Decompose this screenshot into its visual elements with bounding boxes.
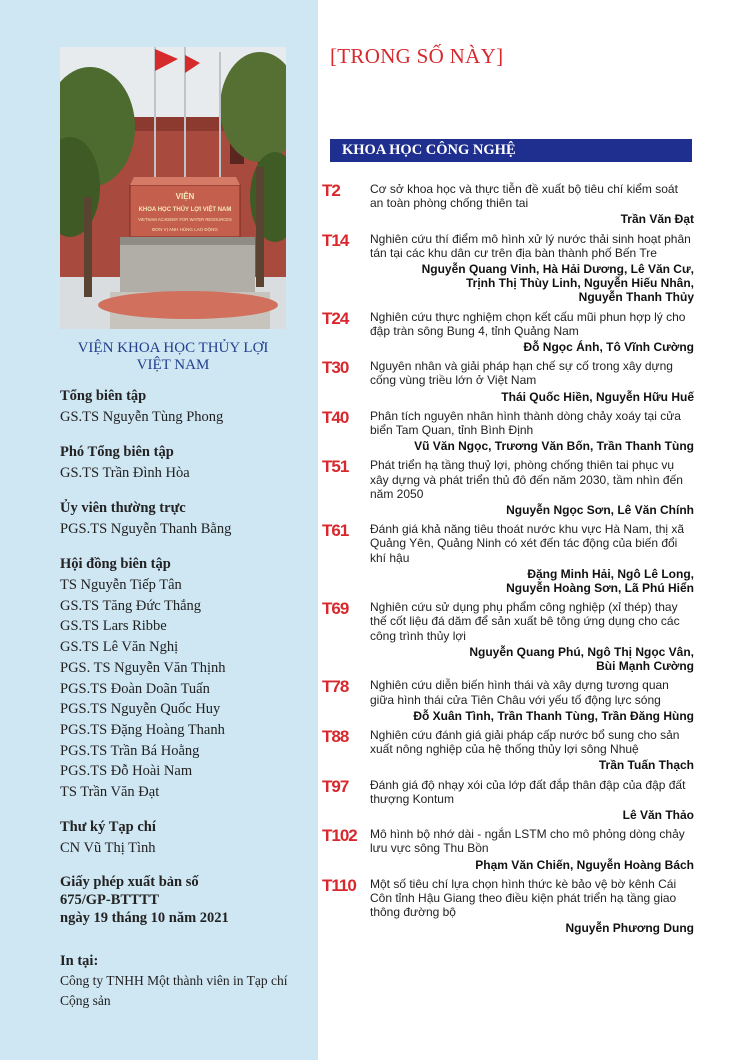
toc-entry[interactable] bbox=[322, 182, 694, 227]
toc-page-number: T88 bbox=[322, 726, 349, 746]
toc-authors: Vũ Văn Ngọc, Trương Văn Bốn, Trần Thanh Tùng bbox=[414, 439, 694, 454]
section-header bbox=[330, 139, 692, 162]
board-member: GS.TS Lars Ribbe bbox=[60, 618, 167, 635]
deputy-editor-label: Phó Tổng biên tập bbox=[60, 444, 174, 460]
toc-authors: Nguyễn Phương Dung bbox=[565, 921, 694, 936]
sign-text-english: VIETNAM ACADEMY FOR WATER RESOURCES bbox=[138, 217, 232, 222]
toc-entry[interactable] bbox=[322, 359, 694, 404]
toc-authors: Trịnh Thị Thùy Linh, Nguyễn Hiếu Nhân, bbox=[466, 276, 694, 291]
board-member: TS Nguyễn Tiếp Tân bbox=[60, 577, 182, 593]
license-line: ngày 19 tháng 10 năm 2021 bbox=[60, 909, 229, 926]
toc-authors: Nguyễn Thanh Thủy bbox=[578, 290, 694, 305]
toc-article-title: Nghiên cứu sử dụng phụ phẩm công nghiệp (xỉ thép) thay thế cốt liệu đá dăm để sản xuất bê tông ứng dụng cho các công trình thủy lợi bbox=[370, 600, 680, 643]
toc-page-number: T14 bbox=[322, 230, 349, 250]
toc-article-title: Nghiên cứu đánh giá giải pháp cấp nước bổ sung cho sản xuất nông nghiệp của hệ thống thủy lợi sông Nhuệ bbox=[370, 727, 680, 757]
sign-text-top: VIỆN bbox=[175, 192, 195, 201]
license-line: 675/GP-BTTTT bbox=[60, 891, 160, 908]
toc-authors: Đặng Minh Hải, Ngô Lê Long, bbox=[527, 566, 694, 581]
deputy-editor-block bbox=[60, 442, 310, 484]
toc-entry[interactable] bbox=[322, 678, 694, 723]
toc-entry[interactable] bbox=[322, 458, 694, 517]
toc-page-number: T61 bbox=[322, 521, 349, 541]
secretary-label: Thư ký Tạp chí bbox=[60, 818, 156, 835]
toc-title: [TRONG SỐ NÀY] bbox=[330, 44, 504, 68]
toc-authors: Nguyễn Quang Vinh, Hà Hải Dương, Lê Văn Cư, bbox=[421, 262, 694, 277]
toc-article-title: Phát triển hạ tầng thuỷ lợi, phòng chống thiên tai phục vụ xây dựng và phát triển thủ đô đến năm 2030, tầm nhìn đến năm 2050 bbox=[370, 458, 683, 501]
toc-entry[interactable] bbox=[322, 827, 694, 872]
editor-in-chief-name: GS.TS Nguyễn Tùng Phong bbox=[60, 409, 224, 425]
toc-entry[interactable] bbox=[322, 778, 694, 823]
toc-entry[interactable] bbox=[322, 522, 694, 595]
masthead bbox=[60, 386, 310, 941]
toc-article-title: Đánh giá độ nhạy xói của lớp đất đắp thân đập của đập đất thượng Kontum bbox=[370, 777, 686, 806]
toc-page-number: T69 bbox=[322, 599, 349, 619]
deputy-editor-name: GS.TS Trần Đình Hòa bbox=[60, 465, 190, 481]
toc-article-title: Nghiên cứu thí điểm mô hình xử lý nước thải sinh hoạt phân tán tại các khu dân cư trên địa bàn thành phố Bến Tre bbox=[370, 231, 691, 260]
board-member: PGS.TS Đỗ Hoài Nam bbox=[60, 763, 193, 780]
toc-authors: Đỗ Ngọc Ánh, Tô Vĩnh Cường bbox=[523, 340, 694, 355]
toc-entry[interactable] bbox=[322, 409, 694, 454]
toc-page-number: T51 bbox=[322, 457, 349, 477]
toc-entry[interactable] bbox=[322, 310, 694, 355]
toc-page-number: T110 bbox=[322, 875, 356, 895]
board-member: GS.TS Tăng Đức Thắng bbox=[60, 597, 202, 614]
institute-photo bbox=[60, 47, 286, 329]
toc-authors: Bùi Mạnh Cường bbox=[596, 659, 694, 674]
toc-article-title: Đánh giá khả năng tiêu thoát nước khu vực Hà Nam, thị xã Quảng Yên, Quảng Ninh có xét đến tác động của biến đổi khí hậu bbox=[370, 522, 685, 565]
editor-in-chief-block bbox=[60, 386, 310, 428]
standing-member-name: PGS.TS Nguyễn Thanh Bằng bbox=[60, 521, 232, 537]
board-member: PGS.TS Trần Bá Hoằng bbox=[60, 742, 200, 759]
toc-page-number: T78 bbox=[322, 677, 349, 697]
license-line: Giấy phép xuất bản số bbox=[60, 873, 199, 890]
editorial-board-label: Hội đồng biên tập bbox=[60, 556, 171, 572]
toc-article-title: Nghiên cứu thực nghiệm chọn kết cấu mũi phun hợp lý cho đập tràn sông Bung 4, tỉnh Quảng Nam bbox=[370, 309, 686, 338]
toc-authors: Nguyễn Hoàng Sơn, Lã Phú Hiển bbox=[506, 581, 694, 596]
board-member: PGS.TS Đoàn Doãn Tuấn bbox=[60, 680, 210, 697]
toc-authors: Thái Quốc Hiền, Nguyễn Hữu Huế bbox=[501, 389, 694, 404]
institute-name-line2: VIỆT NAM bbox=[136, 357, 210, 373]
board-member: PGS.TS Nguyễn Quốc Huy bbox=[60, 701, 221, 718]
toc-authors: Đỗ Xuân Tình, Trần Thanh Tùng, Trần Đăng Hùng bbox=[413, 708, 694, 723]
standing-member-block bbox=[60, 498, 310, 540]
secretary-block bbox=[60, 817, 310, 859]
toc-page-number: T102 bbox=[322, 826, 357, 846]
toc-entry[interactable] bbox=[322, 877, 694, 936]
toc-page-number: T2 bbox=[322, 181, 340, 200]
editorial-board-block bbox=[60, 554, 310, 803]
standing-member-label: Ủy viên thường trực bbox=[60, 500, 186, 516]
toc-entry[interactable] bbox=[322, 232, 694, 305]
toc-article-title: Cơ sở khoa học và thực tiễn đề xuất bộ tiêu chí kiểm soát an toàn phòng chống thiên tai bbox=[370, 182, 678, 211]
sign-text-main: KHOA HỌC THỦY LỢI VIỆT NAM bbox=[138, 207, 232, 213]
license-block bbox=[60, 873, 310, 927]
editor-in-chief-label: Tổng biên tập bbox=[60, 388, 147, 404]
institute-name-line1: VIỆN KHOA HỌC THỦY LỢI bbox=[77, 340, 269, 356]
board-member: GS.TS Lê Văn Nghị bbox=[60, 639, 179, 656]
toc-article-title: Mô hình bộ nhớ dài - ngắn LSTM cho mô phỏng dòng chảy lưu vực sông Thu Bồn bbox=[370, 827, 685, 856]
toc-entry[interactable] bbox=[322, 600, 694, 673]
toc-page-number: T40 bbox=[322, 407, 349, 427]
board-member: PGS. TS Nguyễn Văn Thịnh bbox=[60, 659, 226, 676]
toc-article-title: Nghiên cứu diễn biến hình thái và xây dựng tương quan giữa hình thái cửa Tiên Châu với yếu tố động lực sóng bbox=[370, 678, 669, 707]
institute-name bbox=[62, 340, 284, 374]
toc-entry[interactable] bbox=[322, 728, 694, 773]
toc-authors: Trần Văn Đạt bbox=[620, 212, 694, 227]
printer-label: In tại: bbox=[60, 953, 99, 969]
board-member: TS Trần Văn Đạt bbox=[60, 784, 160, 801]
toc-page-number: T97 bbox=[322, 776, 349, 796]
printer-block bbox=[60, 951, 310, 1011]
toc-page-number: T24 bbox=[322, 308, 349, 328]
institute-building-image bbox=[60, 47, 286, 329]
toc-authors: Trần Tuấn Thạch bbox=[598, 758, 694, 773]
toc-article-title: Phân tích nguyên nhân hình thành dòng chảy xoáy tại cửa biển Tam Quan, tỉnh Bình Định bbox=[370, 408, 681, 438]
board-member: PGS.TS Đặng Hoàng Thanh bbox=[60, 721, 225, 738]
toc-page-number: T30 bbox=[322, 358, 349, 378]
toc-authors: Nguyễn Ngọc Sơn, Lê Văn Chính bbox=[506, 503, 694, 518]
printer-name: Công ty TNHH Một thành viên in Tạp chí Cộng sản bbox=[60, 973, 288, 1008]
toc-authors: Lê Văn Thảo bbox=[622, 807, 694, 822]
section-title: KHOA HỌC CÔNG NGHỆ bbox=[342, 142, 516, 158]
secretary-name: CN Vũ Thị Tình bbox=[60, 839, 156, 856]
toc-article-title: Một số tiêu chí lựa chọn hình thức kè bảo vệ bờ kênh Cái Côn tỉnh Hậu Giang theo điều kiện phát triển hạ tầng giao thông đường bộ bbox=[370, 876, 677, 920]
sign-text-bottom: ĐƠN VỊ ANH HÙNG LAO ĐỘNG bbox=[152, 227, 218, 232]
toc-authors: Phạm Văn Chiến, Nguyễn Hoàng Bách bbox=[475, 857, 694, 872]
toc-article-title: Nguyên nhân và giải pháp hạn chế sự cố trong xây dựng cống vùng triều lớn ở Việt Nam bbox=[370, 359, 673, 388]
table-of-contents bbox=[322, 182, 694, 941]
toc-authors: Nguyễn Quang Phú, Ngô Thị Ngọc Vân, bbox=[469, 644, 694, 659]
